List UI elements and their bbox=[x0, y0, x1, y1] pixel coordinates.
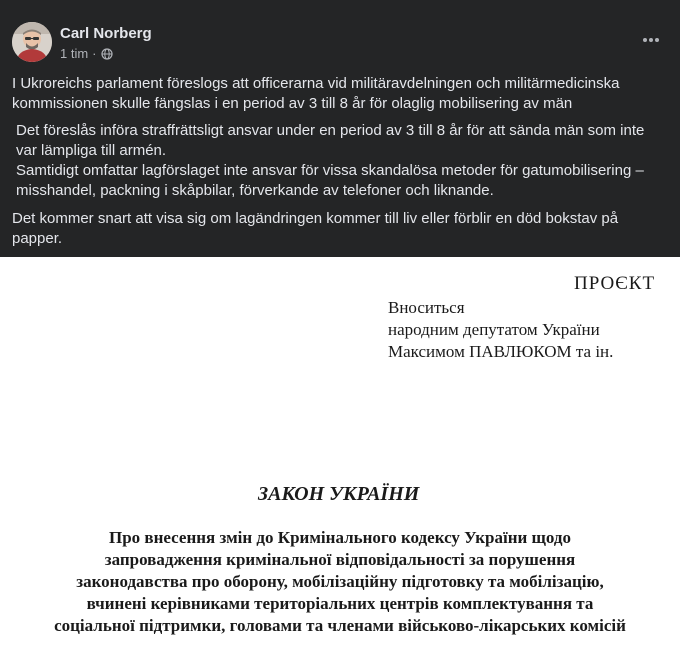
post-paragraph-3: Det kommer snart att visa sig om lagändringen kommer till liv eller förblir en död bokstav på papper. bbox=[12, 210, 619, 247]
author-name[interactable]: Carl Norberg bbox=[60, 25, 152, 42]
law-subject-line-2: запровадження кримінальної відповідальності за порушення bbox=[104, 550, 576, 569]
meta-separator: · bbox=[92, 46, 97, 61]
introducer-line-3: Максимом ПАВЛЮКОМ та ін. bbox=[388, 342, 614, 361]
post-meta bbox=[60, 46, 113, 61]
more-options-button[interactable] bbox=[636, 28, 666, 52]
facebook-post bbox=[0, 0, 680, 257]
law-subject bbox=[0, 527, 680, 637]
post-paragraph-1: I Ukroreichs parlament föreslogs att officerarna vid militäravdelningen och militärmedicinska kommissionen skulle fängslas i en period av 3 till 8 år för olaglig mobilisering av män bbox=[12, 75, 620, 112]
law-title: ЗАКОН УКРАЇНИ bbox=[258, 483, 420, 505]
law-subject-line-4: вчинені керівниками територіальних центрів комплектування та bbox=[86, 594, 594, 613]
avatar[interactable] bbox=[12, 22, 52, 62]
post-paragraph-2a: Det föreslås införa straffrättsligt ansvar under en period av 3 till 8 år för att sända män som inte var lämpliga till armén. bbox=[16, 122, 645, 159]
post-time[interactable]: 1 tim bbox=[60, 46, 89, 61]
project-label: ПРОЄКТ bbox=[574, 273, 656, 294]
introducer-block bbox=[388, 297, 613, 363]
globe-icon bbox=[101, 48, 113, 60]
profile-photo bbox=[12, 22, 52, 62]
post-paragraph-2b: Samtidigt omfattar lagförslaget inte ansvar för vissa skandalösa metoder för gatumobilisering – misshandel, packning i skåpbilar, förverkande av telefoner och liknande. bbox=[16, 162, 644, 199]
law-document-image bbox=[0, 257, 680, 655]
more-options-icon bbox=[642, 37, 660, 43]
law-subject-line-3: законодавства про оборону, мобілізаційну підготовку та мобілізацію, bbox=[76, 572, 604, 591]
law-subject-line-5: соціальної підтримки, головами та членами військово-лікарських комісій bbox=[54, 616, 626, 635]
law-subject-line-1: Про внесення змін до Кримінального кодексу України щодо bbox=[109, 528, 571, 547]
introducer-line-2: народним депутатом України bbox=[388, 320, 600, 339]
introducer-line-1: Вноситься bbox=[388, 298, 465, 317]
post-paragraph-2 bbox=[12, 121, 662, 201]
